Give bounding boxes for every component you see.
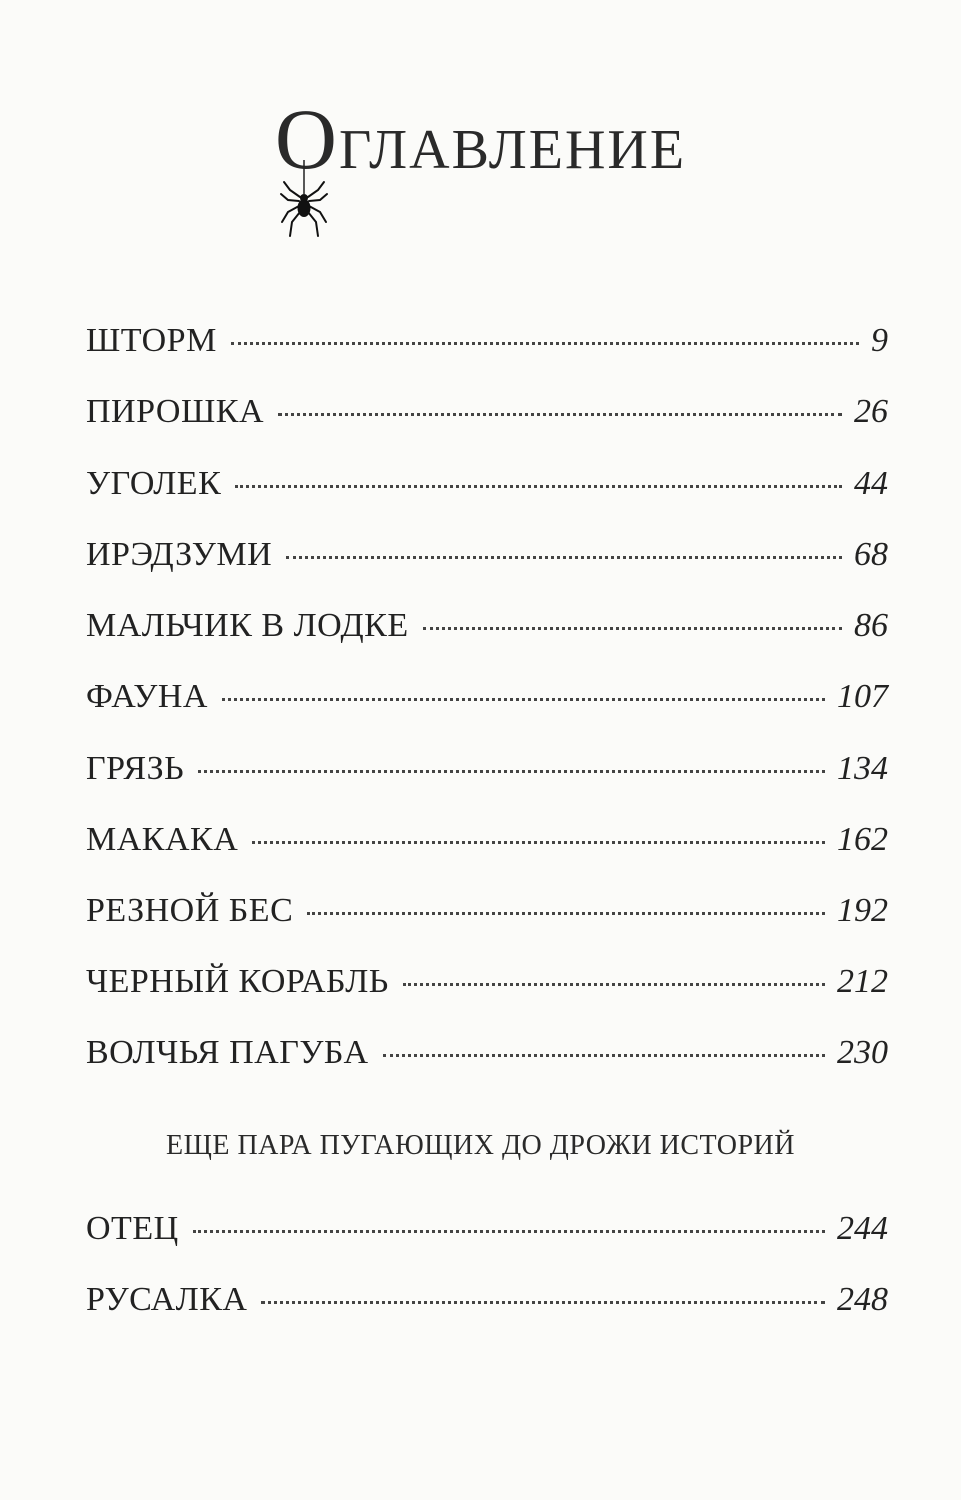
toc-entry-page: 26 — [854, 393, 888, 430]
toc-entry-page: 230 — [837, 1034, 888, 1071]
toc-entry-title: ВОЛЧЬЯ ПАГУБА — [86, 1034, 369, 1071]
title-rest: ГЛАВЛЕНИЕ — [339, 119, 687, 181]
toc-entry[interactable] — [86, 536, 888, 576]
toc-entry-title: РЕЗНОЙ БЕС — [86, 892, 294, 929]
toc-entry[interactable] — [86, 821, 888, 861]
toc-entry-title: ФАУНА — [86, 678, 208, 715]
toc-entry-page: 107 — [837, 678, 888, 715]
dot-leader — [231, 342, 859, 345]
toc-entry-page: 9 — [871, 322, 888, 359]
toc-entry-title: МАКАКА — [86, 821, 239, 858]
toc-entry-title: РУСАЛКА — [86, 1281, 248, 1318]
dot-leader — [222, 698, 825, 701]
dot-leader — [423, 627, 842, 630]
dot-leader — [286, 556, 842, 559]
toc-entry-page: 244 — [837, 1210, 888, 1247]
toc-entry[interactable] — [86, 465, 888, 505]
title-initial: О — [274, 91, 339, 187]
toc-entry[interactable] — [86, 607, 888, 647]
page-title — [0, 91, 961, 187]
toc-entry-page: 248 — [837, 1281, 888, 1318]
toc-entry-title: МАЛЬЧИК В ЛОДКЕ — [86, 607, 409, 644]
toc-entry-page: 192 — [837, 892, 888, 929]
toc-entry-title: ОТЕЦ — [86, 1210, 179, 1247]
toc-entry-page: 86 — [854, 607, 888, 644]
dot-leader — [198, 770, 825, 773]
toc-entry-page: 134 — [837, 750, 888, 787]
toc-entry-title: ПИРОШКА — [86, 393, 265, 430]
toc-entry-title: ЧЕРНЫЙ КОРАБЛЬ — [86, 963, 389, 1000]
toc-entry-title: ИРЭДЗУМИ — [86, 536, 273, 573]
toc-entry-title: ШТОРМ — [86, 322, 217, 359]
toc-entry-page: 44 — [854, 465, 888, 502]
dot-leader — [383, 1054, 825, 1057]
toc-entry-page: 212 — [837, 963, 888, 1000]
toc-entry[interactable] — [86, 1210, 888, 1250]
toc-entry-title: УГОЛЕК — [86, 465, 222, 502]
spider-icon — [278, 160, 330, 244]
dot-leader — [261, 1301, 825, 1304]
section-heading: ЕЩЕ ПАРА ПУГАЮЩИХ ДО ДРОЖИ ИСТОРИЙ — [165, 1130, 795, 1161]
toc-entry[interactable] — [86, 963, 888, 1003]
toc-entry[interactable] — [86, 750, 888, 790]
toc-entry[interactable] — [86, 393, 888, 433]
dot-leader — [307, 912, 825, 915]
dot-leader — [252, 841, 825, 844]
toc-entry[interactable] — [86, 1281, 888, 1321]
toc-entry-title: ГРЯЗЬ — [86, 750, 185, 787]
dot-leader — [235, 485, 842, 488]
dot-leader — [403, 983, 825, 986]
toc-entry[interactable] — [86, 322, 888, 362]
toc-entry[interactable] — [86, 1034, 888, 1074]
toc-entry[interactable] — [86, 892, 888, 932]
toc-entry-page: 162 — [837, 821, 888, 858]
dot-leader — [278, 413, 842, 416]
dot-leader — [193, 1230, 825, 1233]
toc-entry-page: 68 — [854, 536, 888, 573]
toc-entry[interactable] — [86, 678, 888, 718]
